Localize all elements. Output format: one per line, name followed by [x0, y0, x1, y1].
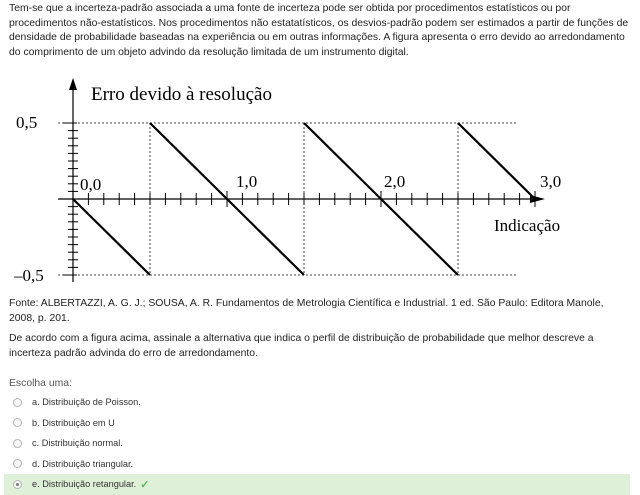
answer-option-d[interactable]: [4, 454, 630, 475]
answer-label-c: c. Distribuição normal.: [32, 438, 123, 449]
answer-option-a[interactable]: [4, 392, 630, 413]
x-label-1: 1,0: [236, 172, 258, 191]
intro-paragraph: Tem-se que a incerteza-padrão associada a uma fonte de incerteza pode ser obtida por procedimentos estatísticos ou por procedimentos não-estatísticos. Nos procedimentos não estatatísticos, os desvios-padrão podem ser estimados a partir de funções de densidade de probabilidade baseadas na experiência ou em outras informações. A figura apresenta o erro devido ao arredondamento do comprimento de um objeto advindo da resolução limitada de um instrumento digital.: [9, 3, 629, 58]
radio-a[interactable]: [13, 398, 22, 407]
answer-option-e[interactable]: [4, 474, 630, 495]
choose-label: Escolha uma:: [9, 378, 72, 389]
answer-option-c[interactable]: [4, 433, 630, 454]
check-icon: ✓: [140, 478, 150, 491]
sawtooth-segment-0: [73, 199, 150, 275]
answer-list: [4, 392, 630, 495]
answer-option-b[interactable]: [4, 413, 630, 434]
answer-label-d: d. Distribuição triangular.: [32, 458, 134, 469]
radio-b[interactable]: [13, 418, 22, 427]
y-axis-arrow: [69, 78, 77, 90]
source-citation: Fonte: ALBERTAZZI, A. G. J.; SOUSA, A. R. Fundamentos de Metrologia Científica e Industrial. 1 ed. São Paulo: Editora Manole, 2008, p. 201.: [9, 298, 604, 324]
x-label-2: 2,0: [384, 172, 406, 191]
y-label-bottom: –0,5: [14, 266, 44, 285]
resolution-error-figure: [0, 74, 640, 294]
question-text: De acordo com a figura acima, assinale a alternativa que indica o perfil de distribuição de probabilidade que melhor descreve a incerteza padrão advinda do erro de arredondamento.: [9, 333, 594, 359]
radio-e[interactable]: [13, 480, 22, 489]
x-label-3: 3,0: [540, 172, 562, 191]
radio-c[interactable]: [13, 439, 22, 448]
x-label-0: 0,0: [80, 175, 102, 194]
answer-label-e: e. Distribuição retangular.: [32, 479, 137, 490]
sawtooth-segment-3: [458, 123, 535, 199]
x-axis-label: Indicação: [494, 216, 561, 235]
radio-d[interactable]: [13, 459, 22, 468]
y-label-top: 0,5: [16, 113, 38, 132]
answer-label-a: a. Distribuição de Poisson.: [32, 397, 141, 408]
resolution-error-chart: [0, 74, 640, 294]
chart-title: Erro devido à resolução: [91, 84, 272, 105]
answer-label-b: b. Distribuição em U: [32, 417, 115, 428]
